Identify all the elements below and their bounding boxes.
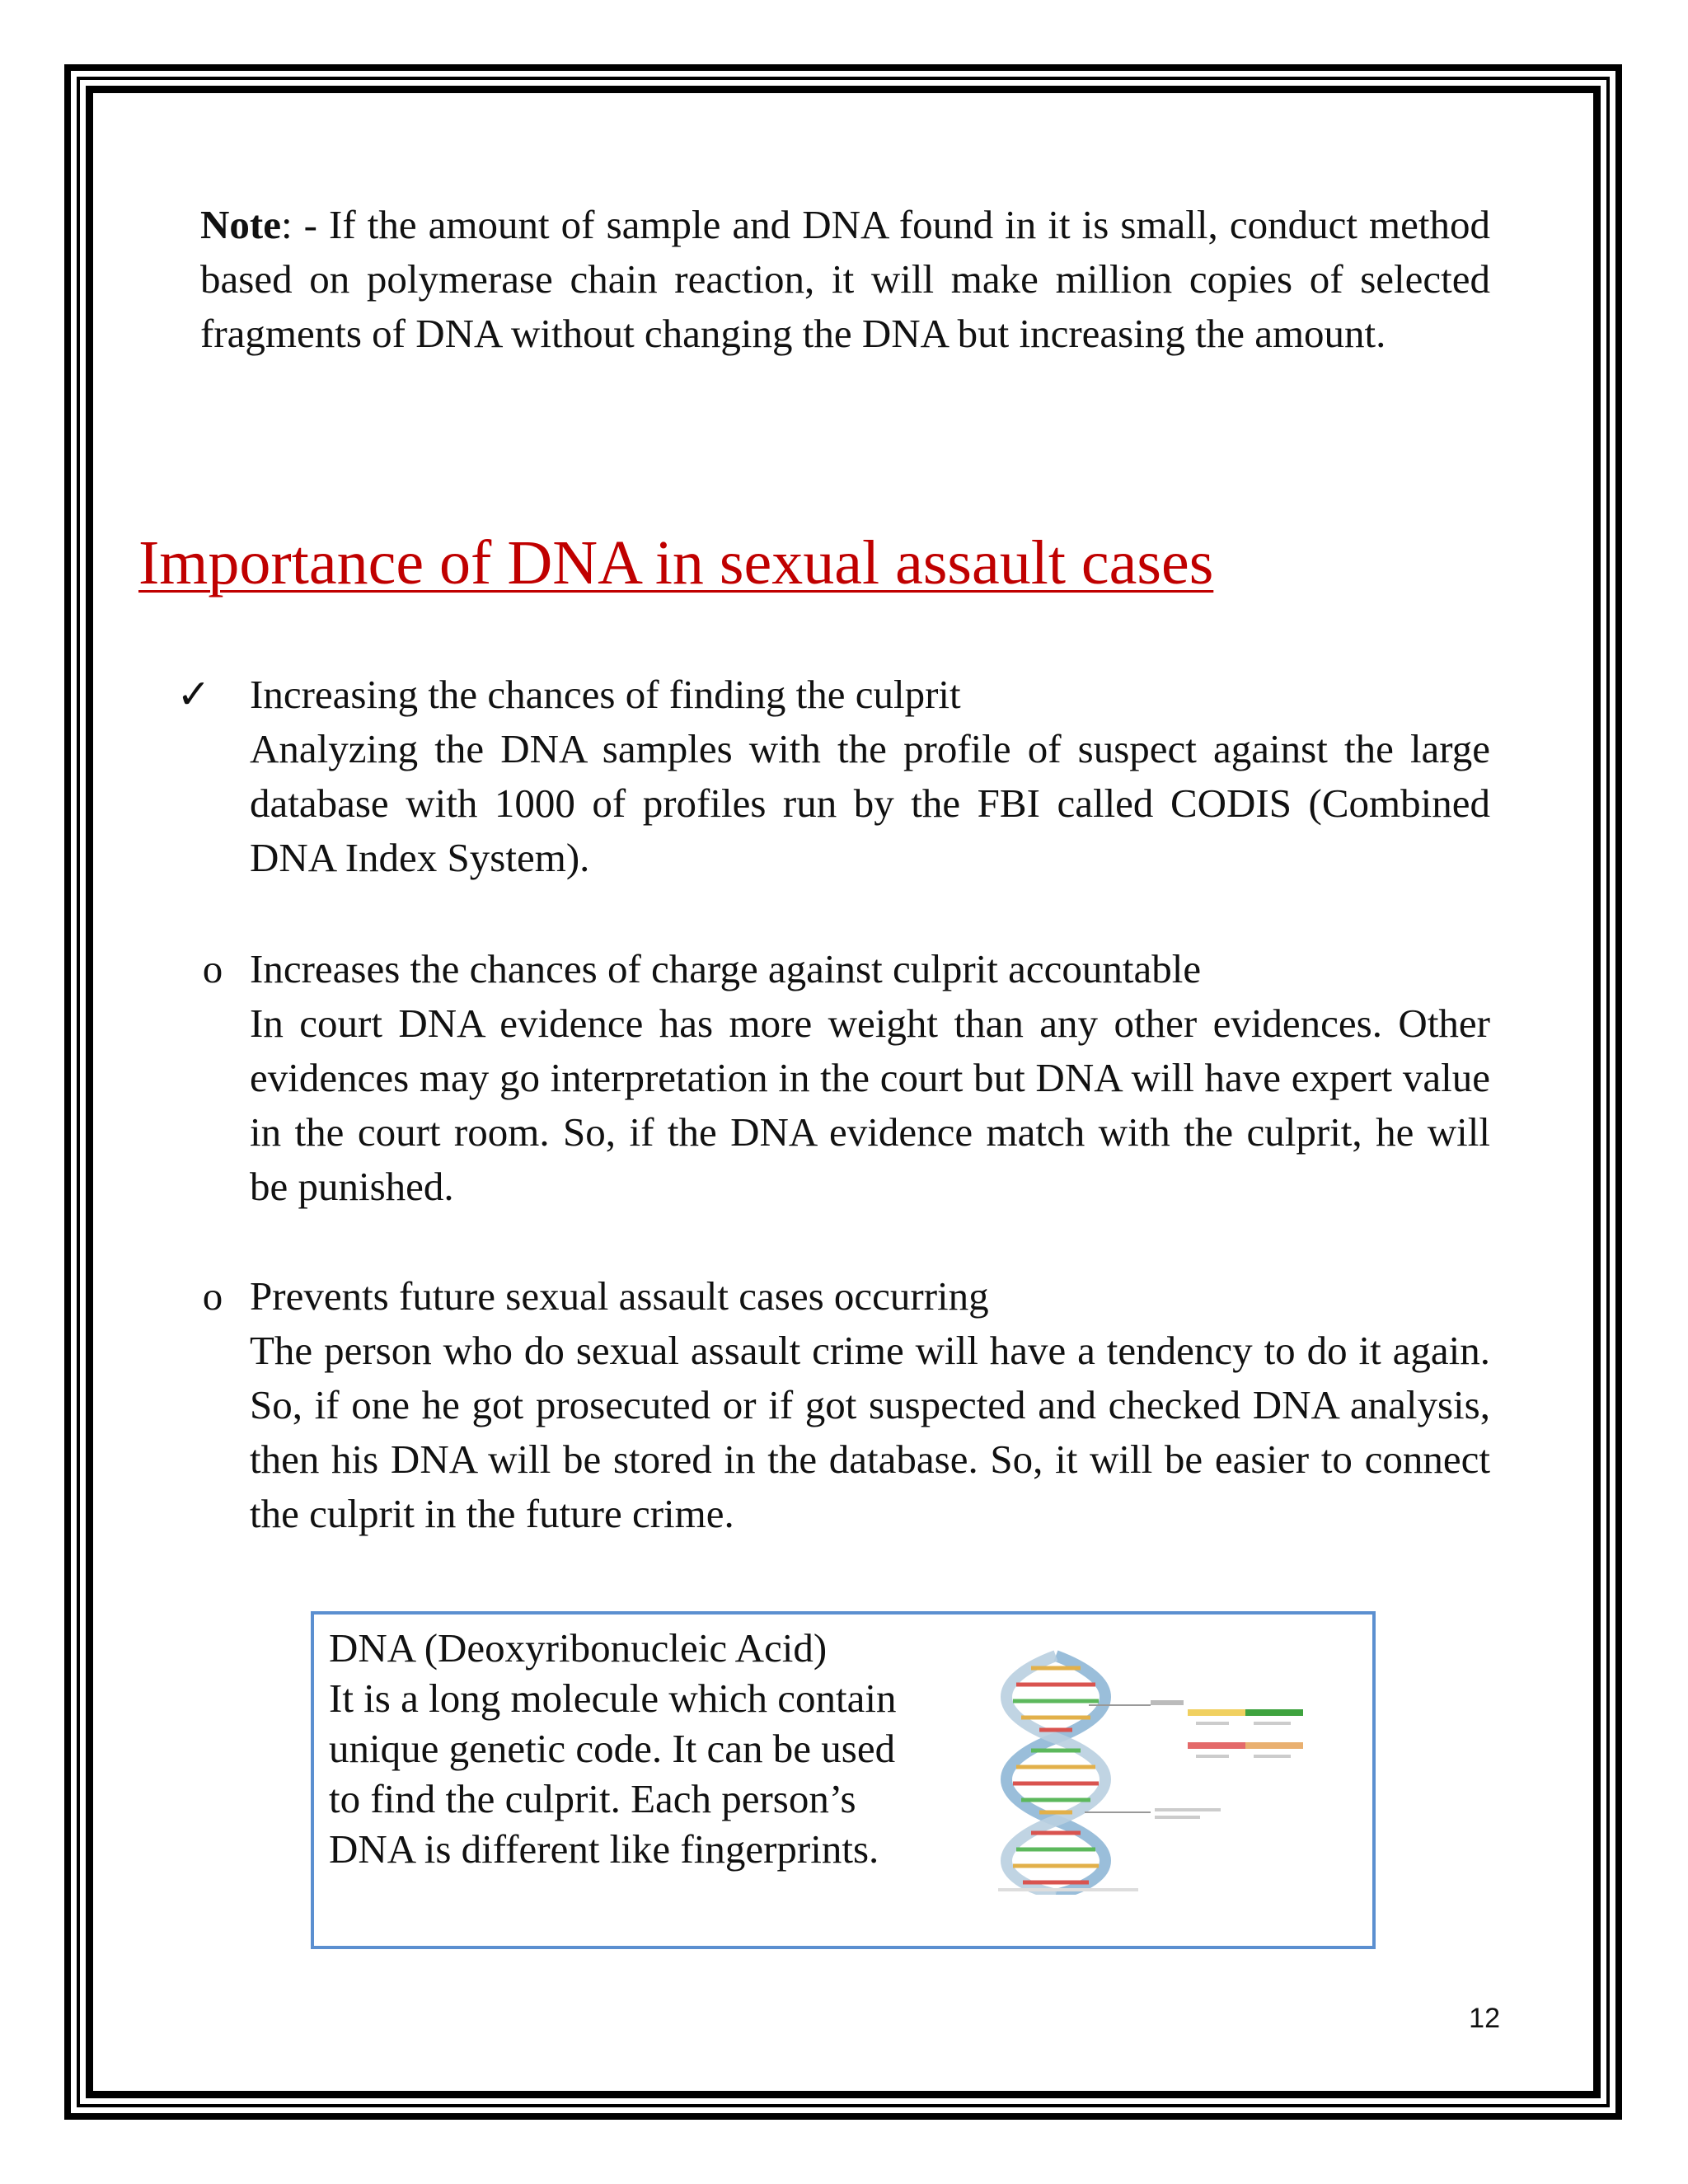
list-item-title: Increases the chances of charge against culprit accountable xyxy=(250,946,1202,991)
info-line: DNA (Deoxyribonucleic Acid) xyxy=(329,1625,828,1671)
list-item xyxy=(176,668,1490,885)
checkmark-icon: ✓ xyxy=(176,672,211,717)
info-line: to find the culprit. Each person’s xyxy=(329,1776,856,1821)
list-item xyxy=(202,1269,1490,1541)
note-label: Note xyxy=(200,202,281,247)
list-item-body: In court DNA evidence has more weight than any other evidences. Other evidences may go interpretation in the court but DNA will have expert value in the court room. So, if the DNA evidence match with the culprit, he will be punished. xyxy=(250,1001,1490,1209)
info-line: It is a long molecule which contain xyxy=(329,1675,897,1721)
dna-helix-icon xyxy=(998,1647,1344,1895)
bullet-circle-icon: o xyxy=(202,1273,223,1319)
list-item-title: Increasing the chances of finding the culprit xyxy=(250,672,961,717)
info-line: DNA is different like fingerprints. xyxy=(329,1826,879,1872)
page-number: 12 xyxy=(1469,2003,1500,2034)
dna-info-text xyxy=(329,1623,955,1874)
bullet-circle-icon: o xyxy=(202,946,223,991)
note-paragraph xyxy=(200,198,1490,361)
info-line: unique genetic code. It can be used xyxy=(329,1726,896,1771)
list-item-body: The person who do sexual assault crime will have a tendency to do it again. So, if one he got prosecuted or if got suspected and checked DNA analysis, then his DNA will be stored in the database. So, it will be easier to connect the culprit in the future crime. xyxy=(250,1328,1490,1536)
list-item-title: Prevents future sexual assault cases occurring xyxy=(250,1273,989,1319)
dna-info-box xyxy=(311,1611,1376,1949)
list-item xyxy=(202,942,1490,1214)
section-heading: Importance of DNA in sexual assault cases xyxy=(138,528,1214,598)
list-item-body: Analyzing the DNA samples with the profile of suspect against the large database with 1000 of profiles run by the FBI called CODIS (Combined DNA Index System). xyxy=(250,726,1490,880)
note-text: : - If the amount of sample and DNA found in it is small, conduct method based on polymerase chain reaction, it will make million copies of selected fragments of DNA without changing the DNA but increasing the amount. xyxy=(200,202,1490,356)
